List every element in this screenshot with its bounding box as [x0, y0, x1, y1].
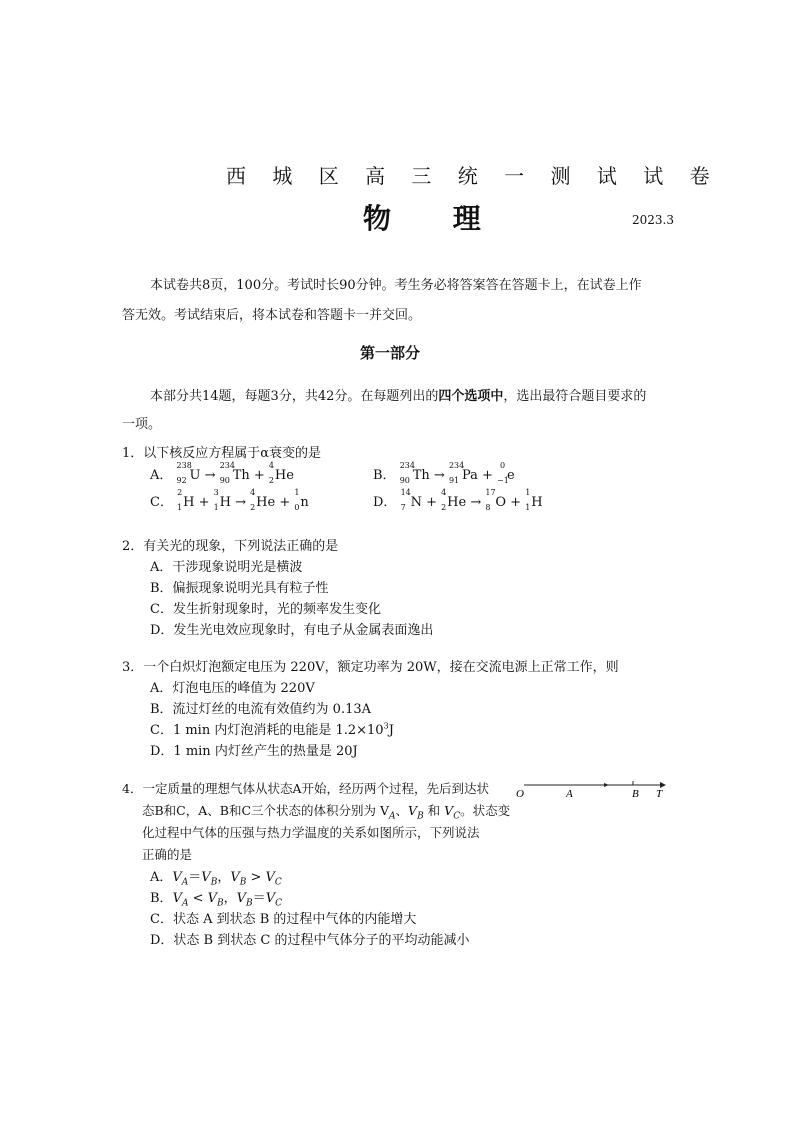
option-label: C．: [150, 495, 173, 510]
q4-pressure-temperature-figure: [514, 777, 674, 805]
q1-option-c: C． 2 1 H + 3 1 H → 4 2 He + 1 0 n: [150, 488, 309, 512]
state-b-label: B: [632, 788, 639, 800]
q2-option-b: B．偏振现象说明光具有粒子性: [150, 581, 329, 596]
origin-label: O: [516, 788, 524, 800]
nuclide: 234 90 Th: [399, 461, 430, 485]
intro-line-1: 本试卷共8页，100分。考试时长90分钟。考生务必将答案答在答题卡上，在试卷上作: [150, 278, 642, 293]
q3-stem: 3．一个白炽灯泡额定电压为 220V，额定功率为 20W，接在交流电源上正常工作，则: [122, 660, 619, 675]
nuclide: 14 7 N: [400, 488, 422, 512]
q3-option-d: D．1 min 内灯丝产生的热量是 20J: [150, 744, 358, 759]
exam-title: 西 城 区 高 三 统 一 测 试 试 卷: [226, 164, 720, 188]
nuclide: 4 2 He: [250, 488, 276, 512]
state-a-label: A: [566, 788, 573, 800]
q4-stem-line-2: 态B和C，A、B和C三个状态的体积分别为 $V_A$、$V_B$ 和 $V_C$。状态变: [142, 803, 511, 822]
nuclide: 238 92 U: [176, 461, 201, 485]
option-label: A．: [150, 468, 173, 483]
nuclide: 1 0 n: [294, 488, 309, 512]
q1-option-a: A． 238 92 U → 234 90 Th + 4 2 He: [150, 461, 294, 485]
instr-text-emphasis: 四个选项中: [438, 389, 504, 404]
t-axis-label: T: [656, 788, 663, 800]
nuclide: 234 90 Th: [219, 461, 250, 485]
q2-option-d: D．发生光电效应现象时，有电子从金属表面逸出: [150, 623, 434, 638]
q3-option-c: C．1 min 内灯泡消耗的电能是 $1.2\times 10^3J$: [150, 721, 394, 738]
process-arrow: [604, 783, 609, 787]
instr-text-a: 本部分共14题，每题3分，共42分。在每题列出的: [150, 389, 439, 404]
nuclide: 4 2 He: [441, 488, 467, 512]
q4-stem-line-1: 4．一定质量的理想气体从状态A开始，经历两个过程，先后到达状: [122, 781, 489, 796]
q1-stem: 1．以下核反应方程属于α衰变的是: [122, 446, 322, 461]
nuclide: 234 91 Pa: [448, 461, 478, 485]
q1-option-b: B． 234 90 Th → 234 91 Pa + 0 −1 e: [373, 461, 515, 485]
nuclide: 17 8 O: [485, 488, 507, 512]
instr-text-c: ，选出最符合题目要求的: [503, 389, 647, 404]
option-label: B．: [373, 468, 396, 483]
q2-option-c: C．发生折射现象时，光的频率发生变化: [150, 602, 381, 617]
q3-option-b: B．流过灯丝的电流有效值约为 0.13A: [150, 702, 372, 717]
q4-option-a: A．$V_A=V_B$，$V_B > V_C$: [150, 870, 282, 888]
q2-option-a: A．干涉现象说明光是横波: [150, 560, 303, 575]
q4-option-c: C．状态 A 到状态 B 的过程中气体的内能增大: [150, 912, 417, 927]
q1-option-d: D． 14 7 N + 4 2 He → 17 8 O + 1 1 H: [373, 488, 543, 512]
nuclide: 2 1 H: [177, 488, 195, 512]
nuclide: 1 1 H: [525, 488, 543, 512]
option-label: D．: [373, 495, 397, 510]
q2-stem: 2．有关光的现象，下列说法正确的是: [122, 539, 339, 554]
part-instructions-line-1: [150, 385, 646, 404]
q4-option-b: B．$V_A < V_B$，$V_B=V_C$: [150, 891, 282, 909]
subject-title: 物 理: [363, 202, 507, 235]
q3-option-a: A．灯泡电压的峰值为 220V: [150, 681, 315, 696]
intro-line-2: 答无效。考试结束后，将本试卷和答题卡一并交回。: [122, 308, 422, 323]
part-instructions-line-2: 一项。: [122, 417, 162, 432]
nuclide: 4 2 He: [268, 461, 294, 485]
part-title: 第一部分: [360, 344, 421, 362]
q4-stem-line-3: 化过程中气体的压强与热力学温度的关系如图所示，下列说法: [142, 825, 480, 840]
nuclide: 0 −1 e: [497, 461, 515, 485]
exam-date: 2023.3: [632, 213, 674, 227]
q4-stem-line-4: 正确的是: [142, 847, 193, 862]
q4-option-d: D．状态 B 到状态 C 的过程中气体分子的平均动能减小: [150, 933, 470, 948]
nuclide: 3 1 H: [213, 488, 231, 512]
